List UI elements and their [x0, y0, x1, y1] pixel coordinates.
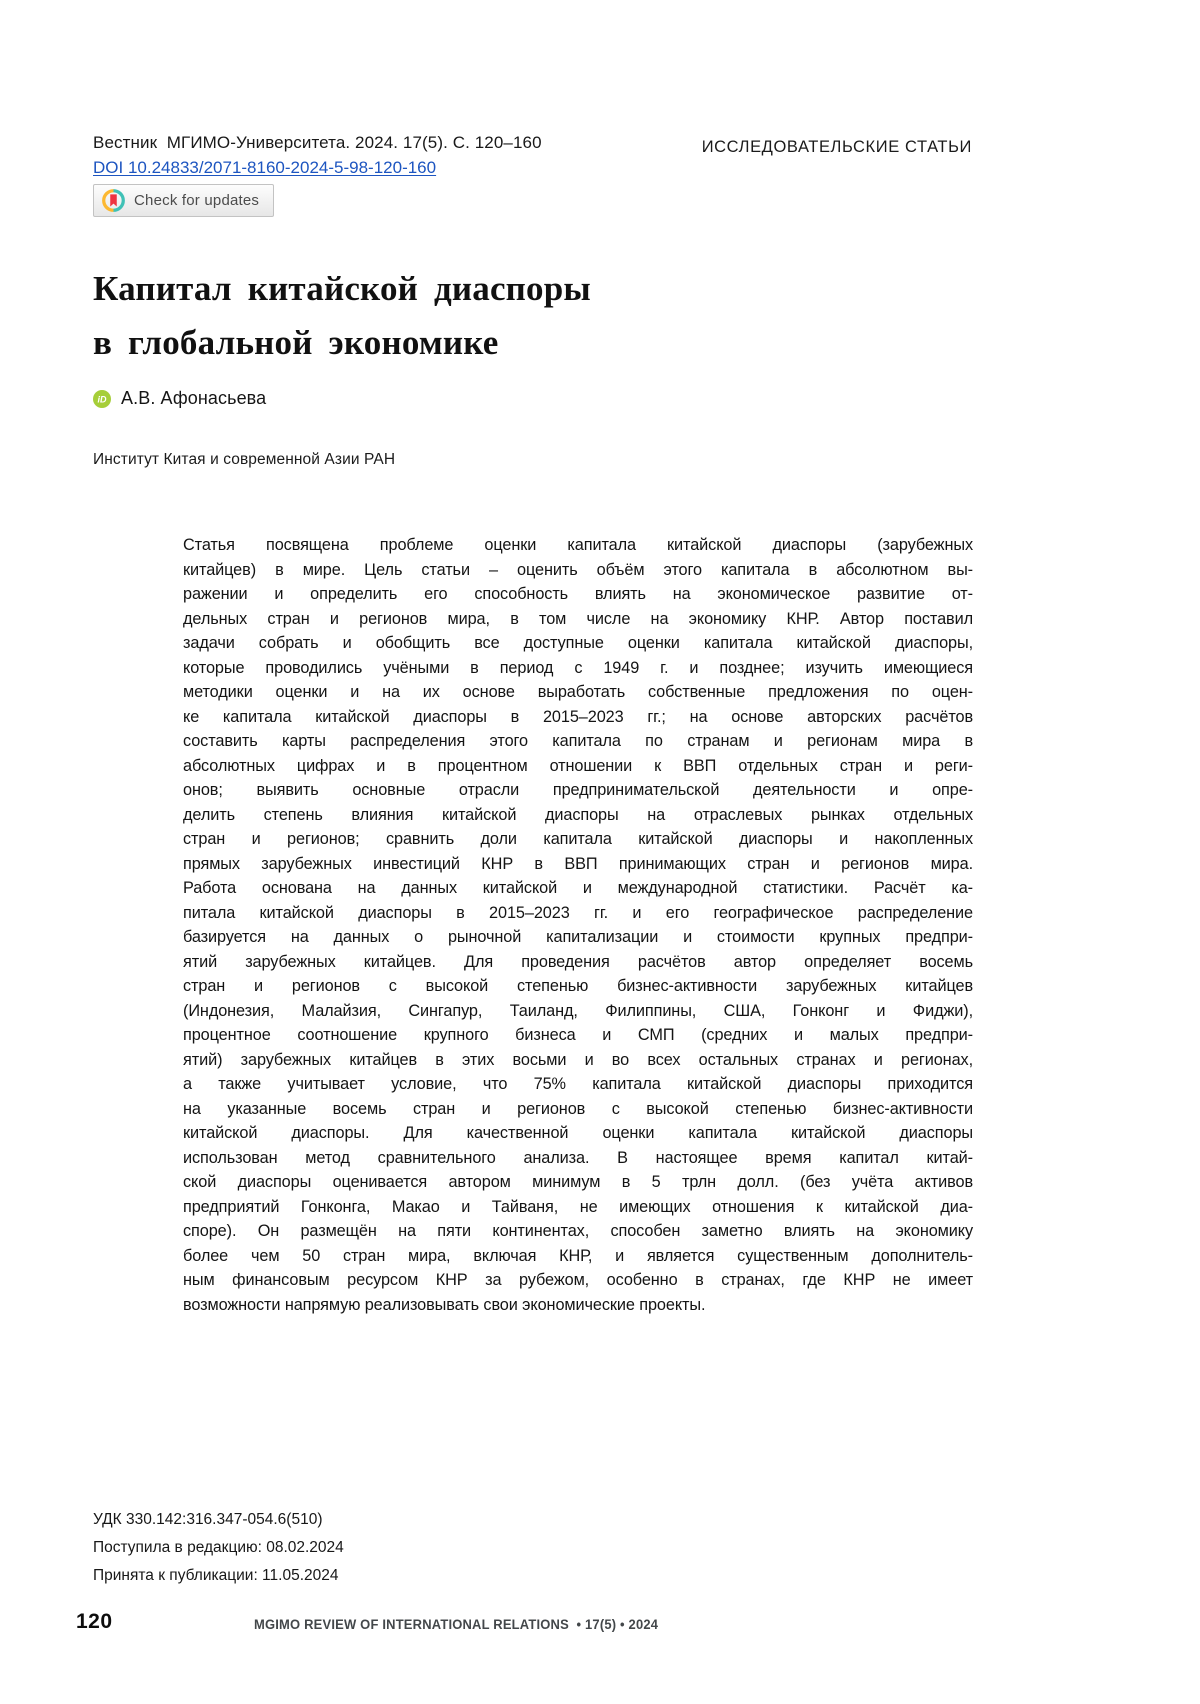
abstract-line: задачи собрать и обобщить все доступные оценки капитала китайской диаспоры, [183, 634, 973, 652]
abstract-line: китайцев) в мире. Цель статьи – оценить объём этого капитала в абсолютном вы- [183, 560, 973, 579]
section-label: ИССЛЕДОВАТЕЛЬСКИЕ СТАТЬИ [701, 138, 972, 156]
journal-citation-line: Вестник МГИМО-Университета. 2024. 17(5). С. 120–160 [93, 133, 542, 152]
abstract-line: Статья посвящена проблеме оценки капитала китайской диаспоры (зарубежных [183, 536, 973, 554]
abstract-line: делить степень влияния китайской диаспоры на отраслевых рынках отдельных [183, 805, 973, 824]
svg-text:iD: iD [97, 394, 107, 405]
accepted-date: Принята к публикации: 11.05.2024 [93, 1567, 339, 1584]
abstract-line: прямых зарубежных инвестиций КНР в ВВП принимающих стран и регионов мира. [183, 854, 973, 873]
abstract-line: абсолютных цифрах и в процентном отношении к ВВП отдельных стран и реги- [183, 756, 973, 775]
abstract-line: процентное соотношение крупного бизнеса и СМП (средних и малых предпри- [183, 1026, 973, 1044]
abstract-line: ке капитала китайской диаспоры в 2015–2023 гг.; на основе авторских расчётов [183, 707, 973, 726]
abstract-line: использован метод сравнительного анализа. В настоящее время капитал китай- [183, 1148, 973, 1167]
abstract-line: составить карты распределения этого капитала по странам и регионам мира в [183, 732, 973, 750]
udc-code: УДК 330.142:316.347-054.6(510) [93, 1511, 323, 1528]
abstract-line: ятий зарубежных китайцев. Для проведения расчётов автор определяет восемь [183, 952, 973, 971]
abstract-line: ской диаспоры оценивается автором минимум в 5 трлн долл. (без учёта активов [183, 1173, 973, 1191]
author-row [93, 388, 266, 409]
abstract-line: китайской диаспоры. Для качественной оценки капитала китайской диаспоры [183, 1124, 973, 1142]
received-date: Поступила в редакцию: 08.02.2024 [93, 1539, 344, 1556]
abstract-line: ятий) зарубежных китайцев в этих восьми и во всех остальных странах и регионах, [183, 1050, 973, 1069]
article-title-line: в глобальной экономике [93, 323, 499, 362]
author-name: А.В. Афонасьева [121, 388, 267, 408]
abstract-line: Работа основана на данных китайской и международной статистики. Расчёт ка- [183, 879, 973, 897]
affiliation: Институт Китая и современной Азии РАН [93, 451, 396, 468]
abstract-line: (Индонезия, Малайзия, Сингапур, Таиланд, Филиппины, США, Гонконг и Фиджи), [183, 1001, 973, 1020]
abstract-line: которые проводились учёными в период с 1949 г. и позднее; изучить имеющиеся [183, 658, 973, 677]
footer-journal-line: MGIMO REVIEW OF INTERNATIONAL RELATIONS • 17(5) • 2024 [254, 1617, 659, 1632]
article-title-line: Капитал китайской диаспоры [93, 269, 591, 308]
abstract-line: базируется на данных о рыночной капитализации и стоимости крупных предпри- [183, 928, 973, 946]
abstract-line: ражении и определить его способность влиять на экономическое развитие от- [183, 585, 973, 603]
abstract-line: методики оценки и на их основе выработать собственные предложения по оцен- [183, 683, 973, 701]
page-number: 120 [76, 1610, 113, 1633]
abstract-line: более чем 50 стран мира, включая КНР, и является существенным дополнитель- [183, 1246, 973, 1265]
abstract-line: возможности напрямую реализовывать свои экономические проекты. [183, 1295, 706, 1314]
abstract-line: на указанные восемь стран и регионов с высокой степенью бизнес-активности [183, 1099, 973, 1118]
abstract-line: споре). Он размещён на пяти континентах, способен заметно влиять на экономику [183, 1222, 973, 1240]
abstract [183, 533, 973, 1317]
orcid-icon[interactable] [93, 390, 111, 408]
abstract-line: дельных стран и регионов мира, в том числе на экономику КНР. Автор поставил [183, 609, 973, 628]
abstract-line: стран и регионов с высокой степенью бизнес-активности зарубежных китайцев [183, 977, 973, 995]
abstract-line: онов; выявить основные отрасли предпринимательской деятельности и опре- [183, 781, 973, 799]
check-for-updates-badge[interactable] [93, 184, 274, 217]
doi-link[interactable]: DOI 10.24833/2071-8160-2024-5-98-120-160 [93, 158, 437, 177]
crossmark-icon [102, 189, 125, 212]
abstract-line: питала китайской диаспоры в 2015–2023 гг. и его географическое распределение [183, 903, 973, 922]
abstract-line: ным финансовым ресурсом КНР за рубежом, особенно в странах, где КНР не имеет [183, 1271, 973, 1289]
abstract-line: а также учитывает условие, что 75% капитала китайской диаспоры приходится [183, 1075, 973, 1093]
abstract-line: стран и регионов; сравнить доли капитала китайской диаспоры и накопленных [183, 830, 973, 848]
abstract-line: предприятий Гонконга, Макао и Тайваня, не имеющих отношения к китайской диа- [183, 1197, 973, 1216]
check-for-updates-label: Check for updates [134, 192, 260, 209]
article-title [93, 262, 993, 370]
meta-block [93, 1506, 344, 1590]
